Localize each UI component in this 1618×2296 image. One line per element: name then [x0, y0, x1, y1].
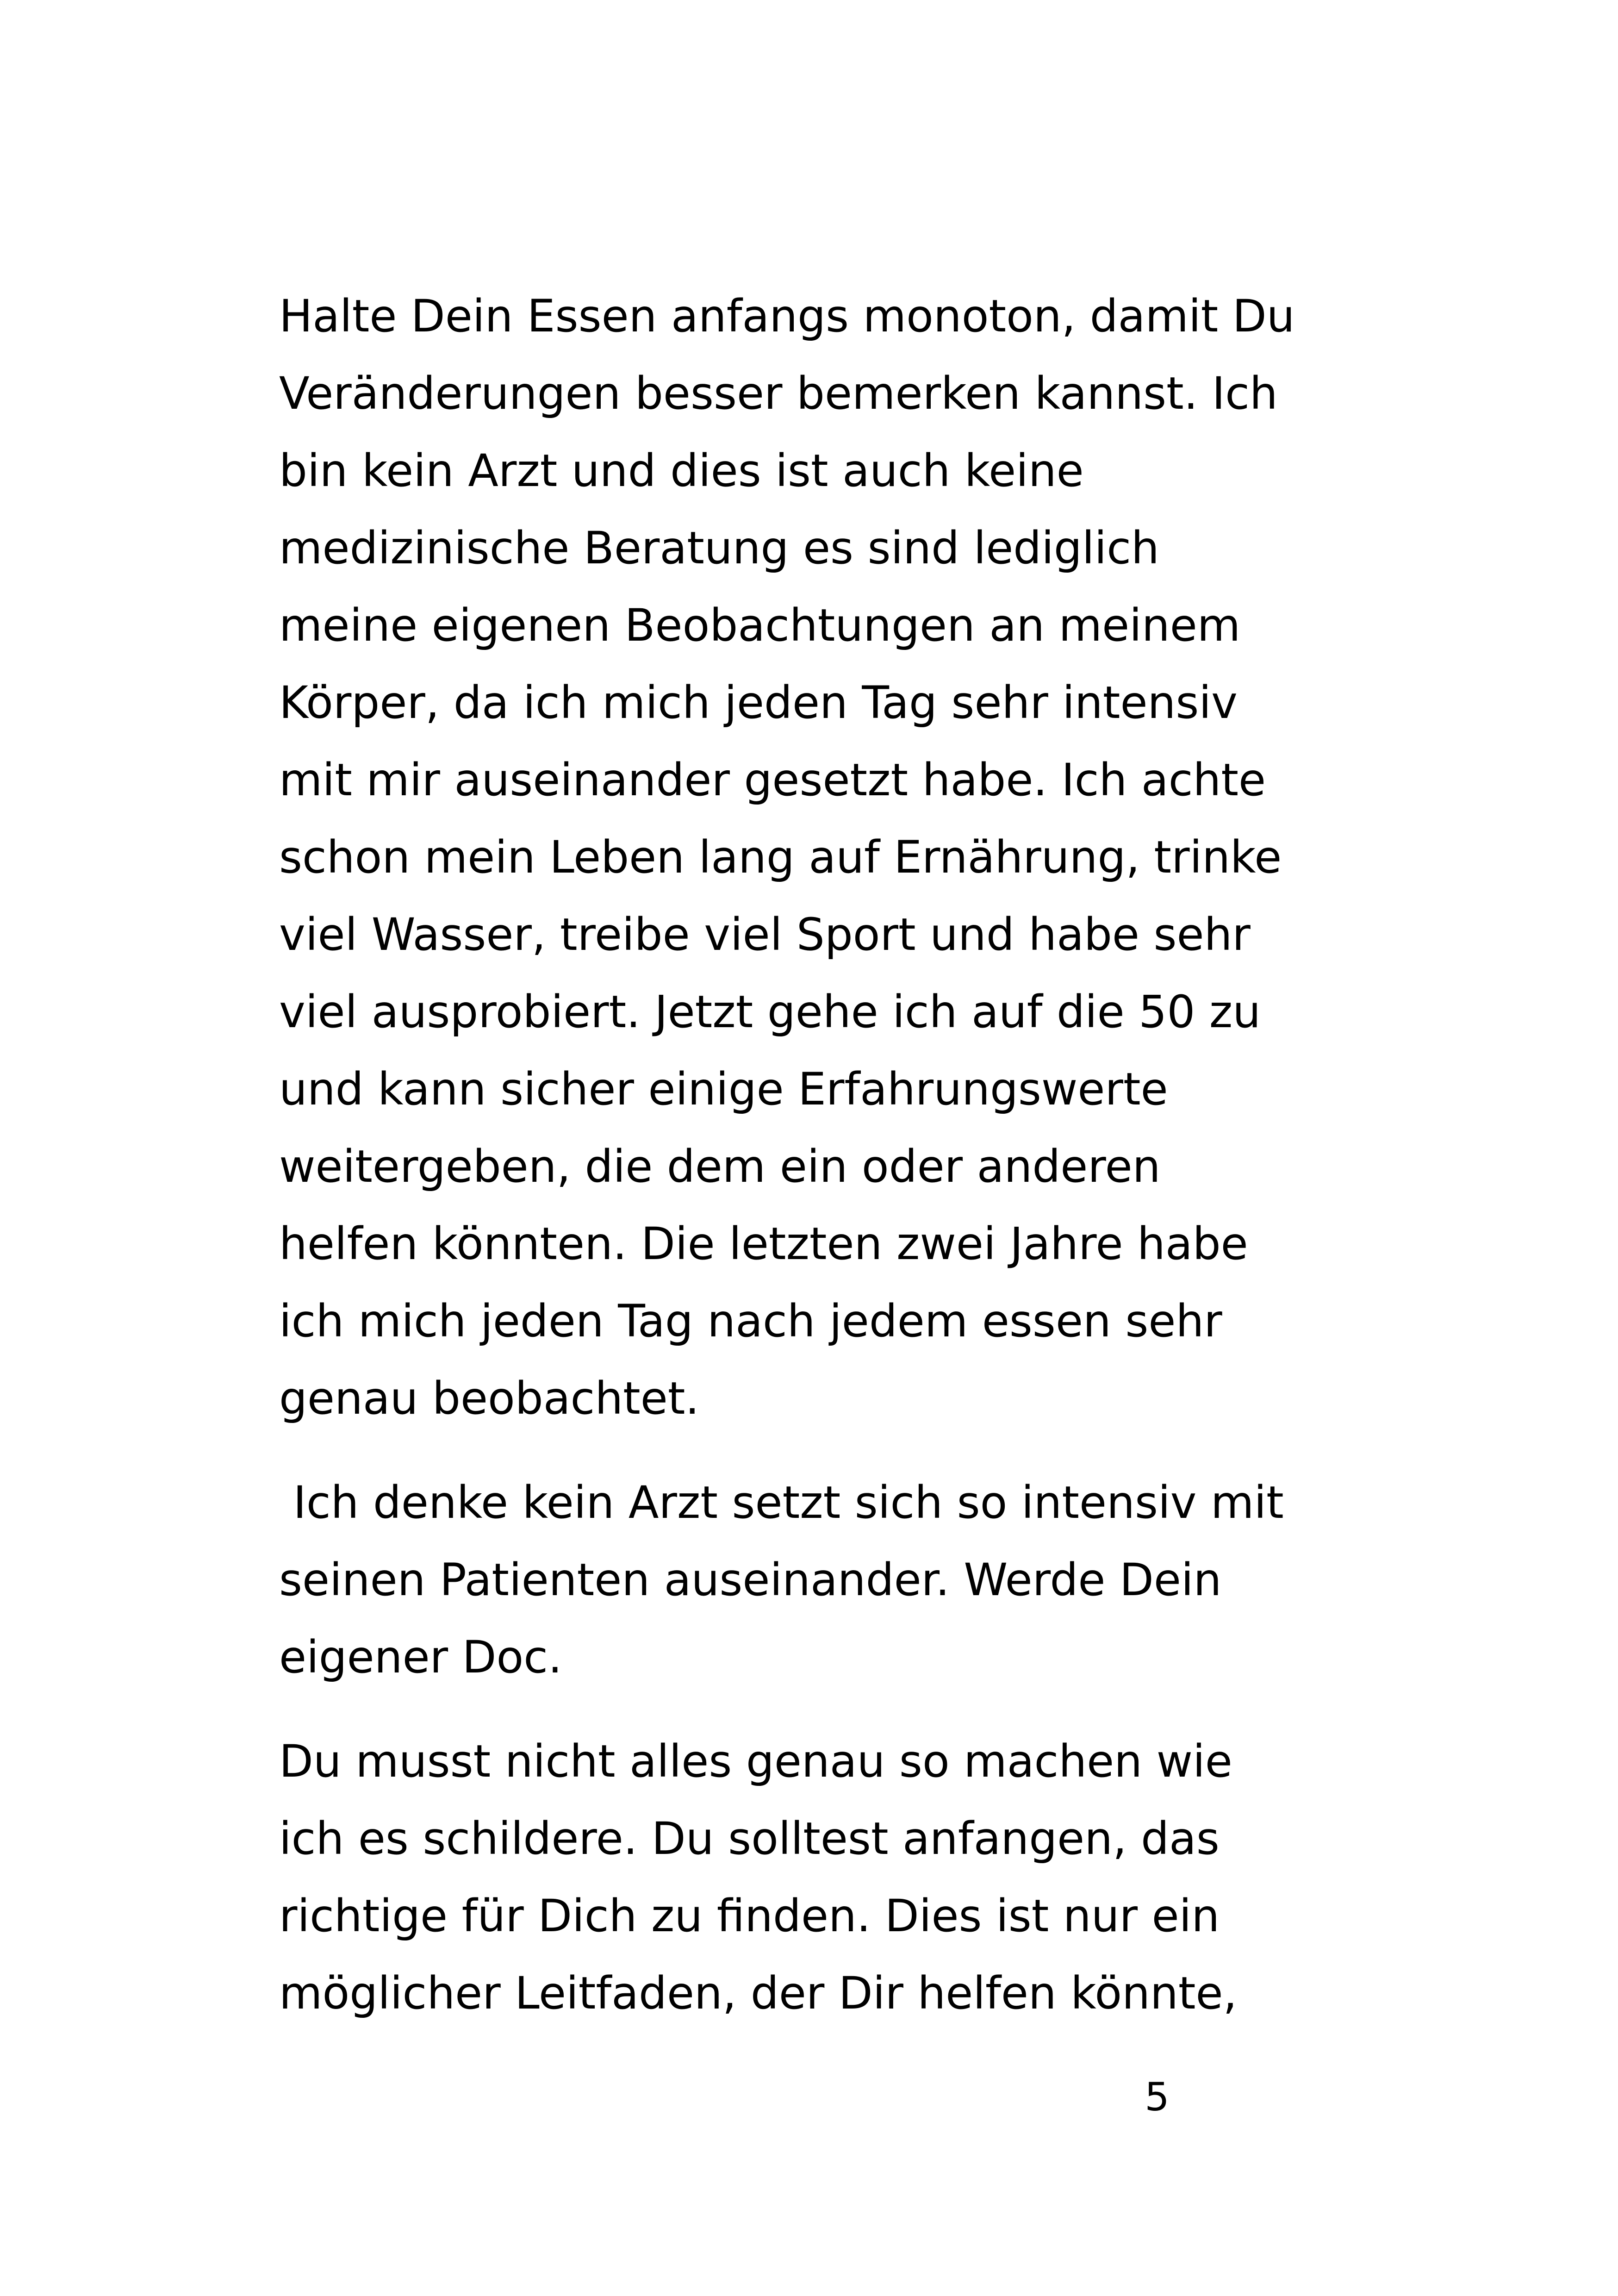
text-line: möglicher Leitfaden, der Dir helfen könnte,	[279, 1967, 1238, 2019]
text-line: richtige für Dich zu finden. Dies ist nur ein	[279, 1890, 1220, 1942]
text-line: viel Wasser, treibe viel Sport und habe sehr	[279, 909, 1251, 961]
paragraph-2	[279, 1464, 1353, 1696]
text-line: Körper, da ich mich jeden Tag sehr intensiv	[279, 677, 1238, 729]
text-line: schon mein Leben lang auf Ernährung, trinke	[279, 831, 1282, 883]
page-number: 5	[1145, 2074, 1170, 2120]
text-line: Halte Dein Essen anfangs monoton, damit Du	[279, 290, 1295, 342]
text-line: Ich denke kein Arzt setzt sich so intensiv mit	[279, 1477, 1284, 1529]
text-line: medizinische Beratung es sind lediglich	[279, 522, 1159, 574]
text-line: meine eigenen Beobachtungen an meinem	[279, 599, 1241, 651]
text-line: seinen Patienten auseinander. Werde Dein	[279, 1554, 1222, 1606]
paragraph-1	[279, 278, 1353, 1437]
text-line: eigener Doc.	[279, 1631, 562, 1683]
text-line: genau beobachtet.	[279, 1373, 700, 1424]
paragraph-3	[279, 1723, 1353, 2032]
text-line: mit mir auseinander gesetzt habe. Ich achte	[279, 754, 1266, 806]
text-line: ich es schildere. Du solltest anfangen, das	[279, 1813, 1220, 1865]
text-line: viel ausprobiert. Jetzt gehe ich auf die 50 zu	[279, 986, 1261, 1038]
text-line: Du musst nicht alles genau so machen wie	[279, 1735, 1232, 1787]
body-text	[279, 278, 1353, 2032]
text-line: Veränderungen besser bemerken kannst. Ich	[279, 368, 1278, 419]
text-line: weitergeben, die dem ein oder anderen	[279, 1141, 1161, 1192]
text-line: bin kein Arzt und dies ist auch keine	[279, 445, 1084, 497]
text-line: helfen könnten. Die letzten zwei Jahre habe	[279, 1218, 1248, 1270]
text-line: ich mich jeden Tag nach jedem essen sehr	[279, 1295, 1222, 1347]
text-line: und kann sicher einige Erfahrungswerte	[279, 1063, 1168, 1115]
